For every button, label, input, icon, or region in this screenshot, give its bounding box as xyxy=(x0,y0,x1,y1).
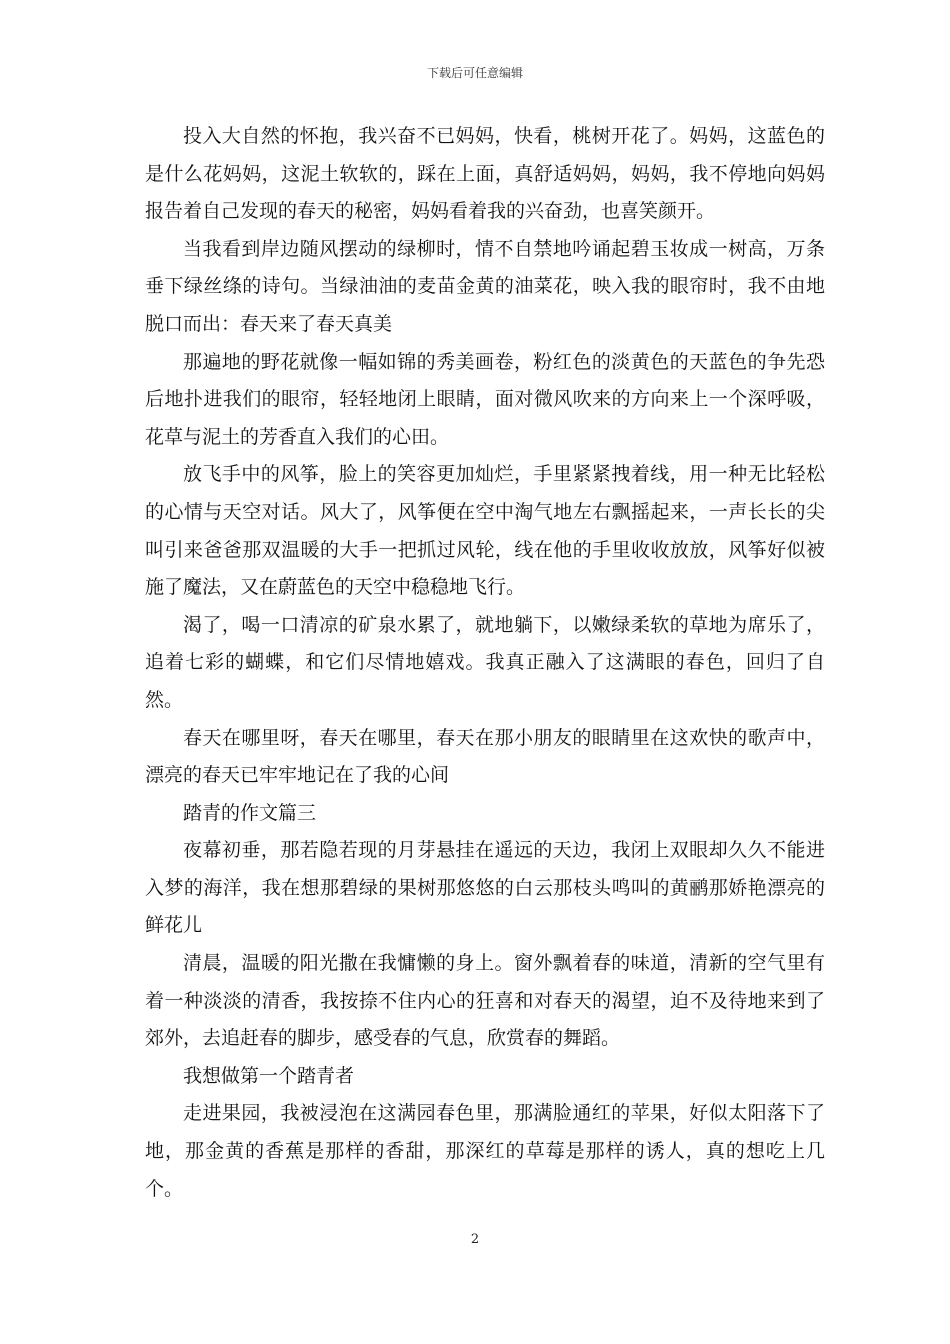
document-body xyxy=(145,118,825,1208)
page-header: 下载后可任意编辑 xyxy=(426,66,523,80)
page-number: 2 xyxy=(470,1232,480,1247)
paragraph: 那遍地的野花就像一幅如锦的秀美画卷，粉红色的淡黄色的天蓝色的争先恐后地扑进我们的眼帘，轻轻地闭上眼睛，面对微风吹来的方向来上一个深呼吸，花草与泥土的芳香直入我们的心田。 xyxy=(145,350,825,448)
paragraph: 走进果园，我被浸泡在这满园春色里，那满脸通红的苹果，好似太阳落下了地，那金黄的香蕉是那样的香甜，那深红的草莓是那样的诱人，真的想吃上几个。 xyxy=(145,1102,825,1200)
paragraph: 夜幕初垂，那若隐若现的月芽悬挂在遥远的天边，我闭上双眼却久久不能进入梦的海洋，我在想那碧绿的果树那悠悠的白云那枝头鸣叫的黄鹂那娇艳漂亮的鲜花儿 xyxy=(145,839,825,937)
paragraph: 当我看到岸边随风摆动的绿柳时，情不自禁地吟诵起碧玉妆成一树高，万条垂下绿丝绦的诗句。当绿油油的麦苗金黄的油菜花，映入我的眼帘时，我不由地脱口而出：春天来了春天真美 xyxy=(145,237,825,335)
paragraph: 放飞手中的风筝，脸上的笑容更加灿烂，手里紧紧拽着线，用一种无比轻松的心情与天空对话。风大了，风筝便在空中淘气地左右飘摇起来，一声长长的尖叫引来爸爸那双温暖的大手一把抓过风轮，线在他的手里收收放放，风筝好似被施了魔法，又在蔚蓝色的天空中稳稳地飞行。 xyxy=(145,463,825,599)
paragraph: 投入大自然的怀抱，我兴奋不已妈妈，快看，桃树开花了。妈妈，这蓝色的是什么花妈妈，这泥土软软的，踩在上面，真舒适妈妈，妈妈，我不停地向妈妈报告着自己发现的春天的秘密，妈妈看着我的兴奋劲，也喜笑颜开。 xyxy=(145,125,825,223)
section-title: 踏青的作文篇三 xyxy=(183,801,317,824)
paragraph: 渴了，喝一口清凉的矿泉水累了，就地躺下，以嫩绿柔软的草地为席乐了，追着七彩的蝴蝶，和它们尽情地嬉戏。我真正融入了这满眼的春色，回归了自然。 xyxy=(145,613,825,711)
paragraph: 清晨，温暖的阳光撒在我慵懒的身上。窗外飘着春的味道，清新的空气里有着一种淡淡的清香，我按捺不住内心的狂喜和对春天的渴望，迫不及待地来到了郊外，去追赶春的脚步，感受春的气息，欣赏春的舞蹈。 xyxy=(145,952,825,1050)
subheading: 我想做第一个踏青者 xyxy=(183,1064,355,1087)
paragraph: 春天在哪里呀，春天在哪里，春天在那小朋友的眼睛里在这欢快的歌声中，漂亮的春天已牢牢地记在了我的心间 xyxy=(145,726,825,787)
